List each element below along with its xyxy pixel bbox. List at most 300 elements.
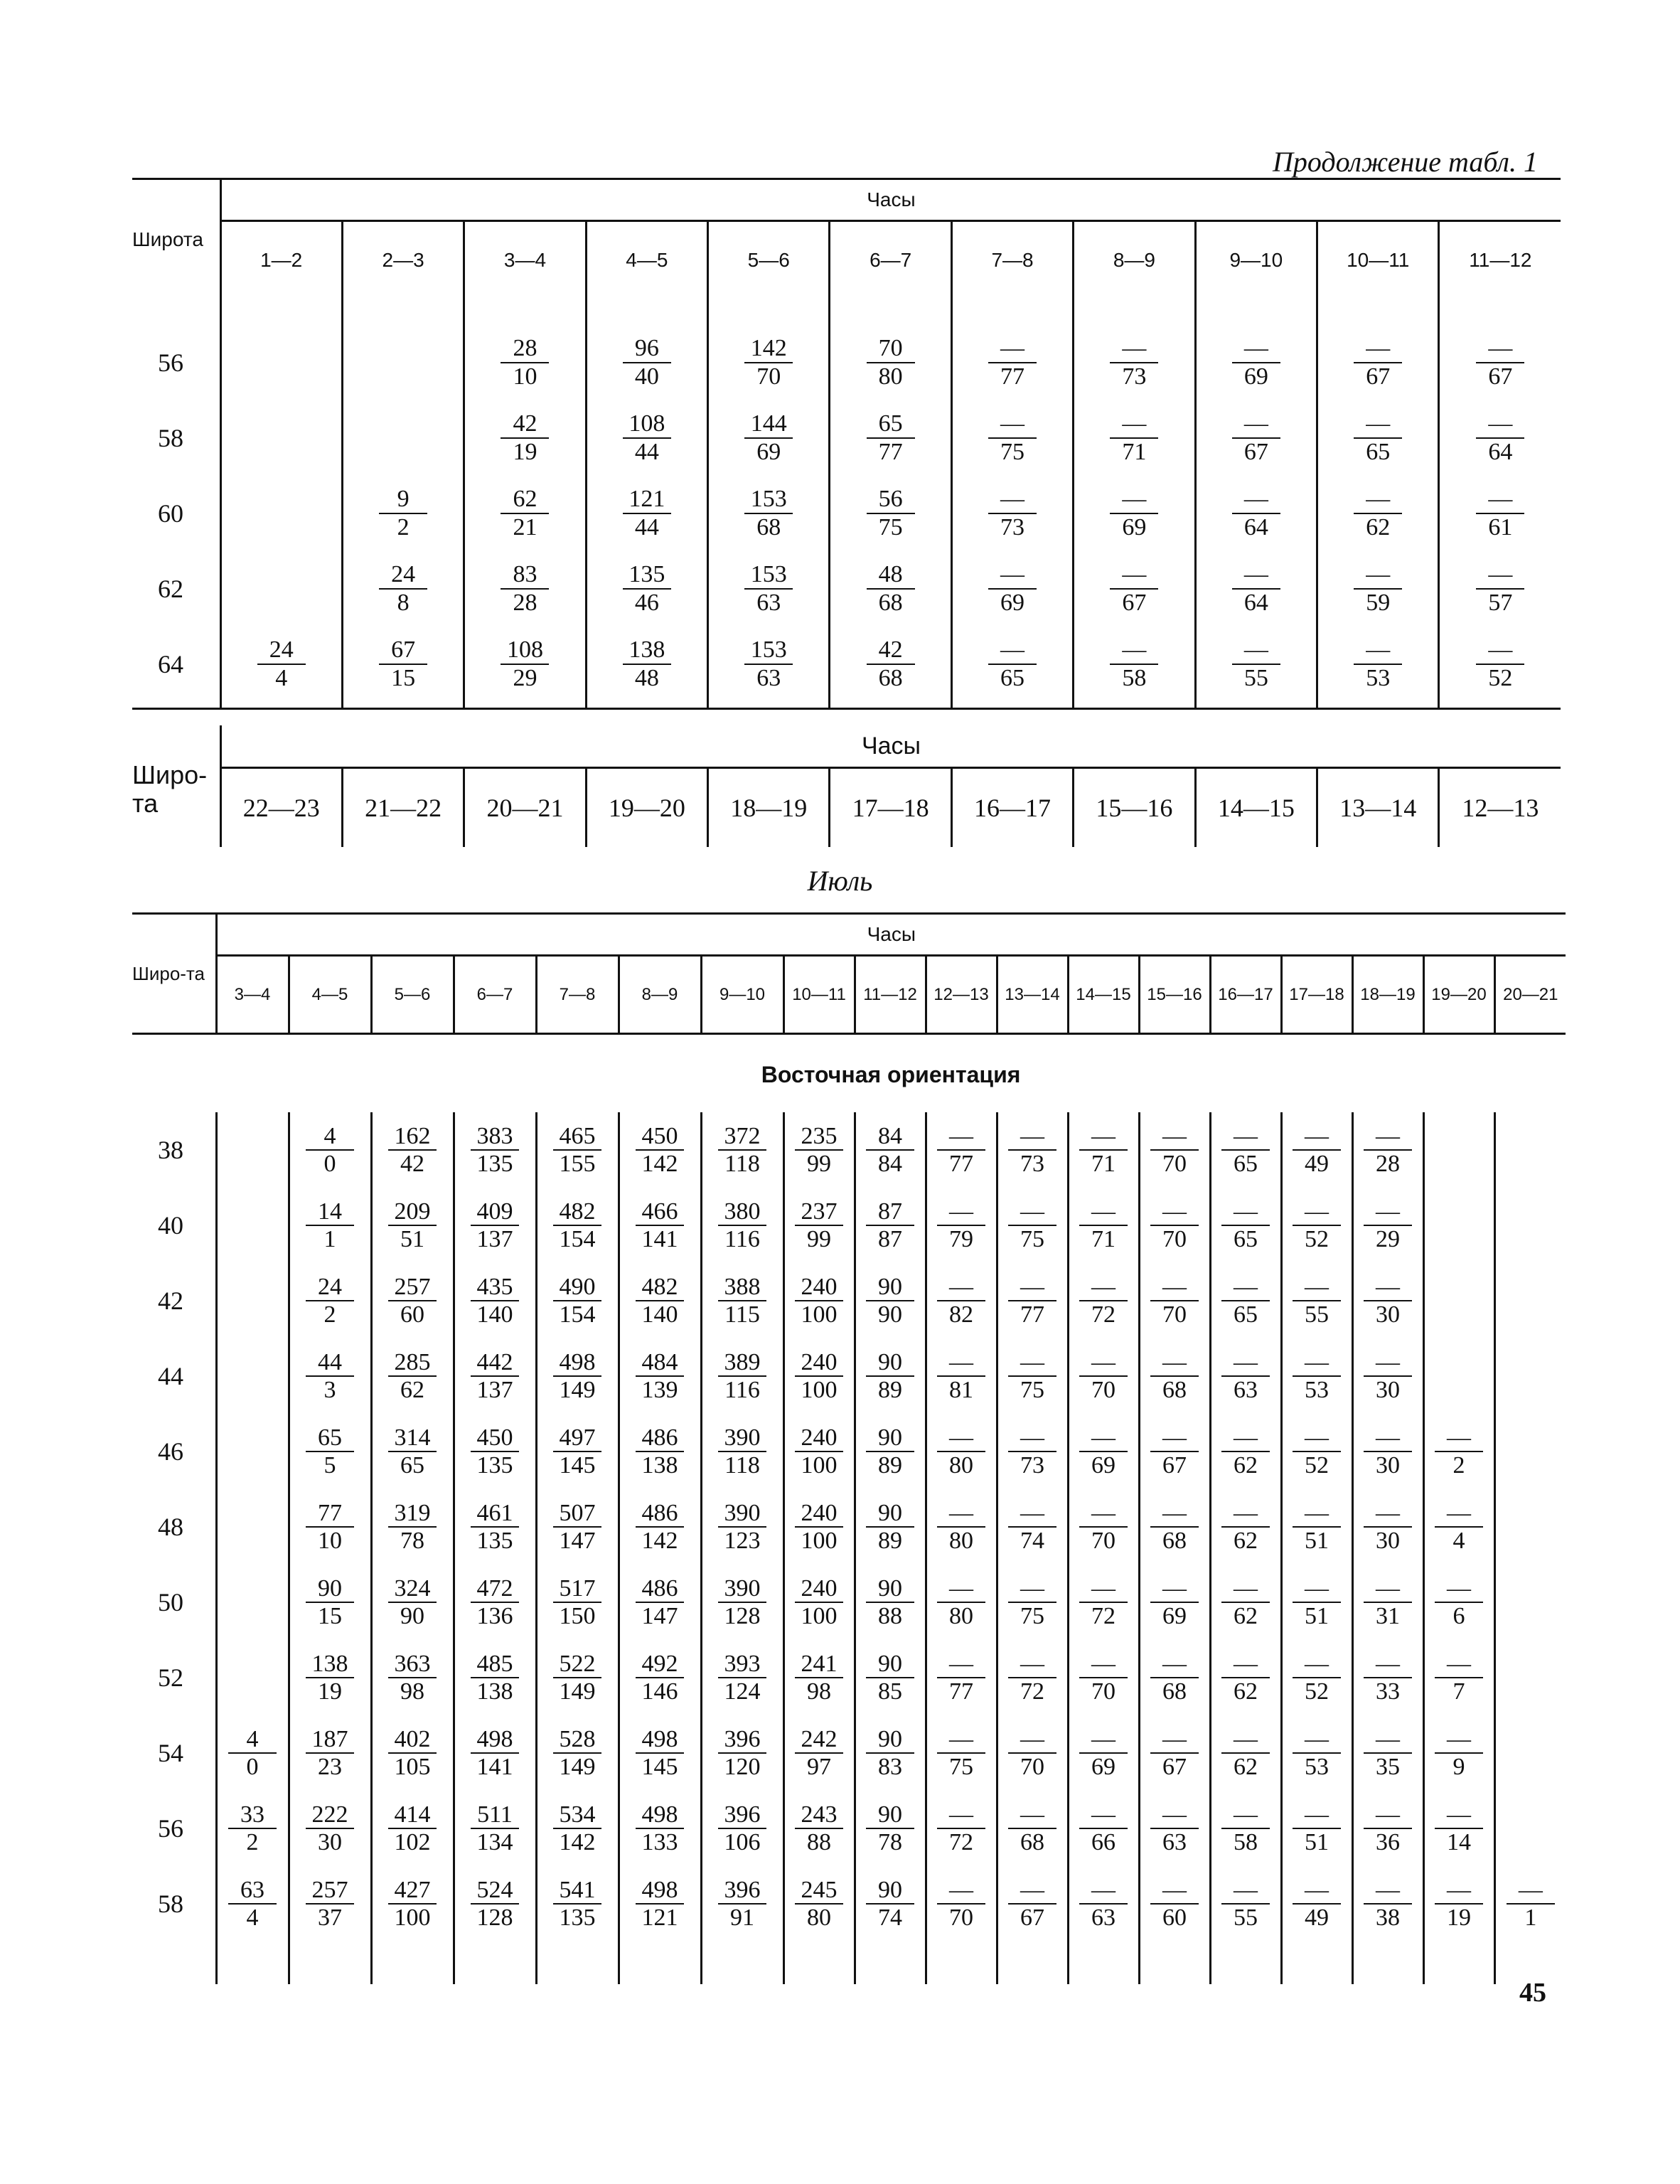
numerator: — bbox=[1476, 636, 1524, 664]
value-cell bbox=[289, 1414, 371, 1489]
value-cell bbox=[216, 1791, 289, 1866]
numerator: — bbox=[1293, 1726, 1341, 1754]
fraction bbox=[1364, 1575, 1412, 1630]
value-cell bbox=[855, 1263, 926, 1338]
denominator: 37 bbox=[318, 1905, 342, 1931]
value-cell bbox=[220, 299, 342, 400]
numerator: 138 bbox=[306, 1651, 354, 1678]
value-cell bbox=[1439, 299, 1561, 400]
numerator: — bbox=[1221, 1274, 1270, 1301]
numerator: 240 bbox=[795, 1424, 843, 1452]
fraction bbox=[388, 1877, 437, 1932]
value-cell bbox=[586, 476, 707, 551]
numerator: — bbox=[1079, 1123, 1128, 1151]
fraction bbox=[1293, 1123, 1341, 1178]
fraction bbox=[1008, 1349, 1056, 1404]
numerator: — bbox=[1293, 1801, 1341, 1829]
denominator: 75 bbox=[1020, 1226, 1044, 1252]
denominator: 57 bbox=[1488, 589, 1513, 616]
value-cell bbox=[1494, 1112, 1566, 1188]
denominator: 29 bbox=[513, 664, 537, 691]
denominator: 80 bbox=[878, 363, 903, 390]
denominator: 70 bbox=[1091, 1678, 1115, 1705]
value-cell bbox=[855, 1112, 926, 1188]
fraction bbox=[636, 1424, 684, 1479]
value-cell bbox=[454, 1414, 536, 1489]
value-cell bbox=[1068, 1866, 1139, 1941]
value-cell bbox=[371, 1338, 454, 1414]
numerator: — bbox=[1079, 1726, 1128, 1754]
numerator: — bbox=[1293, 1575, 1341, 1603]
denominator: 0 bbox=[323, 1151, 336, 1177]
table-footer-hours bbox=[132, 725, 1561, 847]
denominator: 4 bbox=[275, 664, 288, 691]
denominator: 7 bbox=[1452, 1678, 1465, 1705]
denominator: 128 bbox=[724, 1603, 761, 1629]
value-cell bbox=[216, 1866, 289, 1941]
numerator: 28 bbox=[501, 335, 549, 363]
table-continuation bbox=[132, 178, 1561, 710]
numerator: — bbox=[1354, 410, 1402, 438]
numerator: — bbox=[1293, 1500, 1341, 1528]
fraction bbox=[1221, 1424, 1270, 1479]
fraction bbox=[1293, 1801, 1341, 1856]
denominator: 75 bbox=[1020, 1377, 1044, 1403]
value-cell bbox=[1210, 1414, 1281, 1489]
fraction bbox=[744, 335, 793, 390]
hour-header-cell: 14—15 bbox=[1068, 956, 1139, 1034]
fraction bbox=[795, 1500, 843, 1555]
numerator: 67 bbox=[379, 636, 427, 664]
denominator: 154 bbox=[559, 1301, 596, 1328]
numerator: 285 bbox=[388, 1349, 437, 1377]
numerator: — bbox=[1435, 1500, 1483, 1528]
value-cell bbox=[783, 1565, 855, 1640]
fraction bbox=[744, 636, 793, 691]
fraction bbox=[1008, 1274, 1056, 1328]
denominator: 68 bbox=[756, 513, 781, 540]
hour-header-cell: 3—4 bbox=[464, 221, 586, 299]
value-cell bbox=[1352, 1565, 1423, 1640]
value-cell bbox=[926, 1338, 997, 1414]
value-cell bbox=[1439, 627, 1561, 709]
hour-header-cell: 17—18 bbox=[830, 768, 951, 848]
value-cell bbox=[619, 1866, 701, 1941]
value-cell bbox=[701, 1263, 783, 1338]
value-cell bbox=[855, 1188, 926, 1263]
numerator: 482 bbox=[636, 1274, 684, 1301]
numerator: — bbox=[1221, 1651, 1270, 1678]
denominator: 67 bbox=[1488, 363, 1513, 390]
value-cell bbox=[1423, 1791, 1494, 1866]
hour-header-cell: 18—19 bbox=[708, 768, 830, 848]
denominator: 52 bbox=[1488, 664, 1513, 691]
numerator: — bbox=[1232, 410, 1280, 438]
value-cell bbox=[1281, 1188, 1352, 1263]
denominator: 81 bbox=[949, 1377, 973, 1403]
numerator: 393 bbox=[718, 1651, 766, 1678]
numerator: 42 bbox=[501, 410, 549, 438]
table-body bbox=[132, 1037, 1566, 1984]
value-cell bbox=[371, 1715, 454, 1791]
continuation-caption: Продолжение табл. 1 bbox=[1272, 146, 1538, 178]
denominator: 89 bbox=[878, 1377, 902, 1403]
denominator: 74 bbox=[1020, 1528, 1044, 1554]
denominator: 66 bbox=[1091, 1829, 1115, 1855]
value-cell bbox=[216, 1414, 289, 1489]
fraction bbox=[1293, 1877, 1341, 1932]
numerator: 383 bbox=[471, 1123, 519, 1151]
numerator: 83 bbox=[501, 561, 549, 589]
value-cell bbox=[997, 1791, 1068, 1866]
numerator: 153 bbox=[744, 561, 793, 589]
value-cell bbox=[536, 1112, 619, 1188]
hour-header-cell: 4—5 bbox=[586, 221, 707, 299]
value-cell bbox=[371, 1263, 454, 1338]
fraction bbox=[1232, 410, 1280, 465]
fraction bbox=[1008, 1500, 1056, 1555]
value-cell bbox=[1317, 400, 1439, 476]
numerator: 363 bbox=[388, 1651, 437, 1678]
value-cell bbox=[216, 1489, 289, 1565]
value-cell bbox=[1139, 1791, 1210, 1866]
fraction bbox=[1150, 1349, 1199, 1404]
value-cell bbox=[1139, 1188, 1210, 1263]
latitude-cell: 62 bbox=[158, 574, 183, 603]
denominator: 68 bbox=[878, 589, 903, 616]
value-cell bbox=[926, 1188, 997, 1263]
numerator: — bbox=[1232, 561, 1280, 589]
denominator: 51 bbox=[1305, 1603, 1329, 1629]
numerator: — bbox=[1354, 561, 1402, 589]
denominator: 73 bbox=[1000, 513, 1025, 540]
denominator: 71 bbox=[1122, 438, 1147, 465]
numerator: 528 bbox=[553, 1726, 601, 1754]
latitude-cell: 50 bbox=[158, 1588, 183, 1616]
value-cell bbox=[371, 1866, 454, 1941]
value-cell bbox=[619, 1565, 701, 1640]
value-cell bbox=[701, 1414, 783, 1489]
fraction bbox=[744, 410, 793, 465]
denominator: 75 bbox=[949, 1754, 973, 1780]
numerator: — bbox=[1364, 1877, 1412, 1905]
numerator: 24 bbox=[306, 1274, 354, 1301]
fraction bbox=[1150, 1424, 1199, 1479]
denominator: 88 bbox=[878, 1603, 902, 1629]
table-row bbox=[132, 400, 1561, 476]
fraction bbox=[937, 1726, 985, 1781]
fraction bbox=[388, 1349, 437, 1404]
hour-header-cell: 13—14 bbox=[1317, 768, 1439, 848]
numerator: — bbox=[937, 1424, 985, 1452]
value-cell bbox=[1423, 1640, 1494, 1715]
value-cell bbox=[1074, 400, 1195, 476]
numerator: — bbox=[1364, 1651, 1412, 1678]
numerator: 380 bbox=[718, 1198, 766, 1226]
numerator: 108 bbox=[501, 636, 549, 664]
fraction bbox=[988, 410, 1037, 465]
value-cell bbox=[830, 627, 951, 709]
numerator: 96 bbox=[623, 335, 671, 363]
denominator: 65 bbox=[1366, 438, 1391, 465]
value-cell bbox=[708, 400, 830, 476]
numerator: 498 bbox=[636, 1726, 684, 1754]
fraction bbox=[866, 1575, 914, 1630]
value-cell bbox=[830, 400, 951, 476]
numerator: — bbox=[1221, 1349, 1270, 1377]
numerator: — bbox=[1435, 1726, 1483, 1754]
numerator: 70 bbox=[867, 335, 915, 363]
fraction bbox=[988, 486, 1037, 540]
numerator: — bbox=[1110, 410, 1158, 438]
hour-header-cell: 15—16 bbox=[1074, 768, 1195, 848]
numerator: — bbox=[1435, 1575, 1483, 1603]
numerator: 135 bbox=[623, 561, 671, 589]
table-row bbox=[132, 1112, 1566, 1188]
fraction bbox=[553, 1651, 601, 1705]
numerator: — bbox=[1221, 1801, 1270, 1829]
denominator: 84 bbox=[878, 1151, 902, 1177]
value-cell bbox=[997, 1866, 1068, 1941]
numerator: 257 bbox=[388, 1274, 437, 1301]
numerator: — bbox=[1008, 1575, 1056, 1603]
numerator: 222 bbox=[306, 1801, 354, 1829]
denominator: 82 bbox=[949, 1301, 973, 1328]
latitude-cell: 58 bbox=[158, 423, 183, 452]
denominator: 142 bbox=[641, 1151, 678, 1177]
hour-header-cell: 21—22 bbox=[342, 768, 464, 848]
fraction bbox=[1354, 486, 1402, 540]
numerator: 153 bbox=[744, 636, 793, 664]
numerator: 121 bbox=[623, 486, 671, 513]
fraction bbox=[795, 1575, 843, 1630]
value-cell bbox=[1423, 1414, 1494, 1489]
value-cell bbox=[1074, 627, 1195, 709]
numerator: 87 bbox=[866, 1198, 914, 1226]
value-cell bbox=[371, 1188, 454, 1263]
denominator: 70 bbox=[1162, 1151, 1187, 1177]
denominator: 59 bbox=[1366, 589, 1391, 616]
numerator: — bbox=[937, 1877, 985, 1905]
value-cell bbox=[454, 1338, 536, 1414]
fraction bbox=[988, 335, 1037, 390]
fraction bbox=[1364, 1123, 1412, 1178]
numerator: 235 bbox=[795, 1123, 843, 1151]
numerator: 77 bbox=[306, 1500, 354, 1528]
numerator: 450 bbox=[471, 1424, 519, 1452]
value-cell bbox=[708, 476, 830, 551]
denominator: 80 bbox=[807, 1905, 831, 1931]
fraction bbox=[1008, 1877, 1056, 1932]
numerator: 486 bbox=[636, 1424, 684, 1452]
value-cell bbox=[216, 1263, 289, 1338]
fraction bbox=[1435, 1726, 1483, 1781]
value-cell bbox=[464, 476, 586, 551]
fraction bbox=[1293, 1424, 1341, 1479]
numerator: — bbox=[937, 1801, 985, 1829]
fraction bbox=[553, 1424, 601, 1479]
numerator: 414 bbox=[388, 1801, 437, 1829]
hour-header-cell: 19—20 bbox=[1423, 956, 1494, 1034]
value-cell bbox=[1352, 1489, 1423, 1565]
value-cell bbox=[454, 1188, 536, 1263]
denominator: 58 bbox=[1122, 664, 1147, 691]
numerator: — bbox=[1150, 1274, 1199, 1301]
fraction bbox=[388, 1575, 437, 1630]
numerator: — bbox=[1110, 636, 1158, 664]
denominator: 70 bbox=[1091, 1528, 1115, 1554]
value-cell bbox=[855, 1414, 926, 1489]
numerator: 314 bbox=[388, 1424, 437, 1452]
fraction bbox=[228, 1877, 277, 1932]
denominator: 65 bbox=[1234, 1226, 1258, 1252]
fraction bbox=[1364, 1801, 1412, 1856]
value-cell bbox=[708, 299, 830, 400]
fraction bbox=[1221, 1274, 1270, 1328]
denominator: 140 bbox=[641, 1301, 678, 1328]
value-cell bbox=[536, 1188, 619, 1263]
value-cell bbox=[220, 476, 342, 551]
fraction bbox=[1221, 1349, 1270, 1404]
fraction bbox=[1221, 1198, 1270, 1253]
denominator: 9 bbox=[1452, 1754, 1465, 1780]
numerator: 240 bbox=[795, 1349, 843, 1377]
denominator: 141 bbox=[476, 1754, 513, 1780]
fraction bbox=[867, 410, 915, 465]
table-row bbox=[132, 1414, 1566, 1489]
numerator: 9 bbox=[379, 486, 427, 513]
denominator: 78 bbox=[878, 1829, 902, 1855]
numerator: 24 bbox=[379, 561, 427, 589]
latitude-header: Широта bbox=[132, 228, 203, 250]
hour-header-cell: 22—23 bbox=[220, 768, 342, 848]
fraction bbox=[228, 1801, 277, 1856]
denominator: 67 bbox=[1122, 589, 1147, 616]
denominator: 15 bbox=[318, 1603, 342, 1629]
fraction bbox=[1110, 486, 1158, 540]
fraction bbox=[1364, 1349, 1412, 1404]
numerator: — bbox=[1476, 410, 1524, 438]
denominator: 3 bbox=[323, 1377, 336, 1403]
fraction bbox=[937, 1575, 985, 1630]
denominator: 89 bbox=[878, 1452, 902, 1479]
numerator: — bbox=[988, 486, 1037, 513]
denominator: 2 bbox=[397, 513, 410, 540]
denominator: 147 bbox=[559, 1528, 596, 1554]
denominator: 10 bbox=[318, 1528, 342, 1554]
denominator: 10 bbox=[513, 363, 537, 390]
denominator: 70 bbox=[1162, 1301, 1187, 1328]
page-number: 45 bbox=[1519, 1978, 1546, 2008]
value-cell bbox=[289, 1188, 371, 1263]
value-cell bbox=[289, 1640, 371, 1715]
fraction bbox=[1110, 410, 1158, 465]
fraction bbox=[795, 1877, 843, 1932]
denominator: 62 bbox=[1234, 1603, 1258, 1629]
fraction bbox=[1150, 1801, 1199, 1856]
value-cell bbox=[1423, 1715, 1494, 1791]
numerator: — bbox=[1079, 1349, 1128, 1377]
numerator: 245 bbox=[795, 1877, 843, 1905]
fraction bbox=[866, 1123, 914, 1178]
hour-header-cell: 16—17 bbox=[1210, 956, 1281, 1034]
numerator: — bbox=[1150, 1651, 1199, 1678]
numerator: 497 bbox=[553, 1424, 601, 1452]
numerator: 90 bbox=[866, 1500, 914, 1528]
latitude-cell: 48 bbox=[158, 1513, 183, 1541]
numerator: — bbox=[1079, 1575, 1128, 1603]
numerator: — bbox=[988, 410, 1037, 438]
value-cell bbox=[1423, 1188, 1494, 1263]
value-cell bbox=[1210, 1188, 1281, 1263]
value-cell bbox=[1352, 1263, 1423, 1338]
table-row bbox=[132, 1489, 1566, 1565]
numerator: 237 bbox=[795, 1198, 843, 1226]
denominator: 116 bbox=[724, 1226, 760, 1252]
denominator: 154 bbox=[559, 1226, 596, 1252]
numerator: 90 bbox=[866, 1801, 914, 1829]
value-cell bbox=[1068, 1263, 1139, 1338]
denominator: 73 bbox=[1020, 1151, 1044, 1177]
value-cell bbox=[454, 1715, 536, 1791]
numerator: — bbox=[1079, 1651, 1128, 1678]
denominator: 30 bbox=[1376, 1301, 1400, 1328]
fraction bbox=[228, 1726, 277, 1781]
latitude-cell: 60 bbox=[158, 499, 183, 528]
value-cell bbox=[454, 1866, 536, 1941]
hour-header-cell: 11—12 bbox=[855, 956, 926, 1034]
value-cell bbox=[1195, 400, 1317, 476]
value-cell bbox=[701, 1489, 783, 1565]
numerator: 396 bbox=[718, 1726, 766, 1754]
numerator: — bbox=[1221, 1198, 1270, 1226]
denominator: 36 bbox=[1376, 1829, 1400, 1855]
denominator: 139 bbox=[641, 1377, 678, 1403]
fraction bbox=[636, 1801, 684, 1856]
value-cell bbox=[1281, 1263, 1352, 1338]
hour-header-cell: 20—21 bbox=[1494, 956, 1566, 1034]
numerator: — bbox=[1293, 1198, 1341, 1226]
numerator: — bbox=[1150, 1726, 1199, 1754]
hour-header-cell: 19—20 bbox=[586, 768, 707, 848]
numerator: — bbox=[1008, 1500, 1056, 1528]
value-cell bbox=[586, 400, 707, 476]
table-row bbox=[132, 1263, 1566, 1338]
fraction bbox=[1364, 1500, 1412, 1555]
numerator: 24 bbox=[257, 636, 306, 664]
table-row bbox=[132, 476, 1561, 551]
value-cell bbox=[783, 1640, 855, 1715]
latitude-cell: 56 bbox=[158, 348, 183, 377]
fraction bbox=[1008, 1575, 1056, 1630]
denominator: 68 bbox=[1162, 1528, 1187, 1554]
fraction bbox=[937, 1198, 985, 1253]
value-cell bbox=[1281, 1866, 1352, 1941]
denominator: 55 bbox=[1305, 1301, 1329, 1328]
hour-header-cell: 10—11 bbox=[1317, 221, 1439, 299]
denominator: 155 bbox=[559, 1151, 596, 1177]
table-row bbox=[132, 299, 1561, 400]
table-row bbox=[132, 627, 1561, 709]
value-cell bbox=[783, 1489, 855, 1565]
value-cell bbox=[1352, 1414, 1423, 1489]
denominator: 71 bbox=[1091, 1226, 1115, 1252]
denominator: 106 bbox=[724, 1829, 761, 1855]
fraction bbox=[623, 335, 671, 390]
numerator: 517 bbox=[553, 1575, 601, 1603]
numerator: 90 bbox=[306, 1575, 354, 1603]
fraction bbox=[1079, 1575, 1128, 1630]
